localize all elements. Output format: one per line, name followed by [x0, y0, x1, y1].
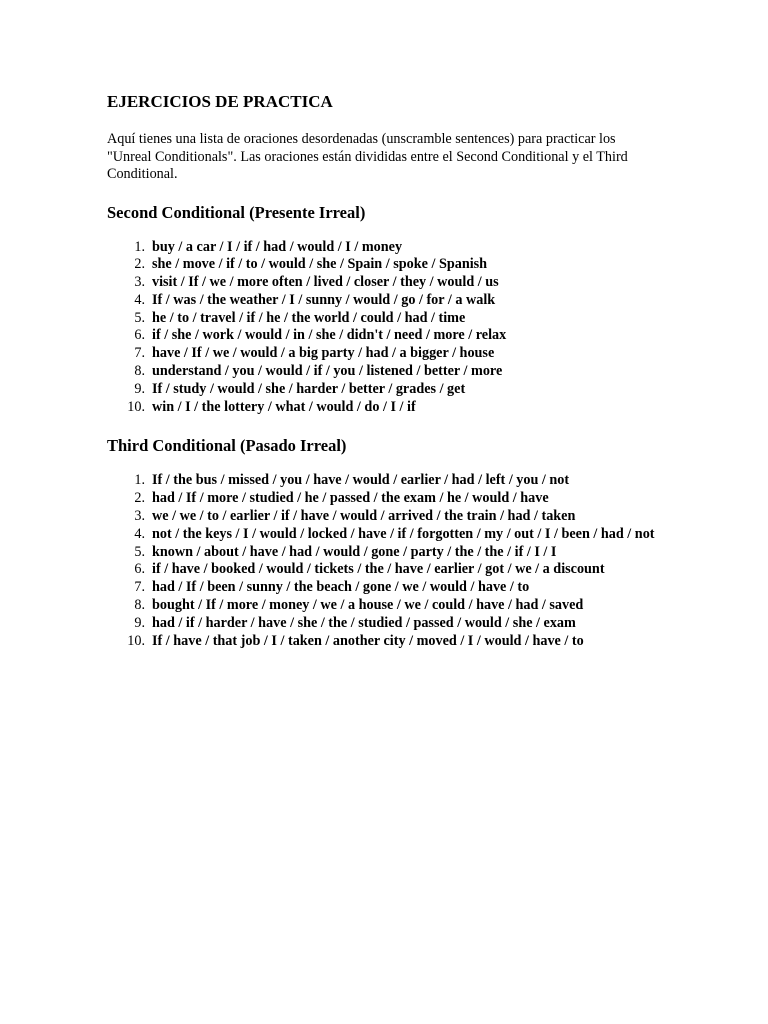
item-number: 3. [134, 274, 145, 291]
item-text: we / we / to / earlier / if / have / would / arrived / the train / had / taken [152, 508, 576, 525]
list-item [107, 597, 672, 615]
exercise-list-second-conditional [107, 239, 668, 417]
list-item [107, 526, 672, 544]
item-text: had / If / been / sunny / the beach / gone / we / would / have / to [152, 579, 530, 596]
page-title: EJERCICIOS DE PRACTICA [107, 92, 333, 111]
item-number: 5. [134, 309, 145, 326]
item-number: 7. [134, 345, 145, 362]
item-number: 8. [134, 363, 145, 380]
list-item [107, 239, 672, 257]
list-item [107, 345, 672, 363]
item-number: 6. [134, 327, 145, 344]
list-item [107, 256, 672, 274]
item-text: buy / a car / I / if / had / would / I / money [152, 238, 403, 255]
list-item [107, 472, 672, 490]
item-number: 2. [134, 256, 145, 273]
item-number: 4. [134, 525, 145, 542]
list-item [107, 292, 672, 310]
list-item [107, 310, 672, 328]
list-item [107, 615, 672, 633]
list-item [107, 633, 672, 651]
item-number: 5. [134, 543, 145, 560]
item-number: 8. [134, 597, 145, 614]
item-number: 10. [127, 398, 145, 415]
list-item [107, 544, 672, 562]
list-item [107, 399, 672, 417]
item-number: 9. [134, 614, 145, 631]
item-text: visit / If / we / more often / lived / closer / they / would / us [152, 274, 499, 291]
list-item [107, 508, 672, 526]
item-text: win / I / the lottery / what / would / do / I / if [152, 398, 416, 415]
item-text: she / move / if / to / would / she / Spain / spoke / Spanish [152, 256, 488, 273]
item-number: 4. [134, 291, 145, 308]
item-text: known / about / have / had / would / gone / party / the / the / if / I / I [152, 543, 557, 560]
item-text: If / study / would / she / harder / better / grades / get [152, 380, 466, 397]
section-heading-third-conditional: Third Conditional (Pasado Irreal) [107, 436, 347, 456]
item-text: had / If / more / studied / he / passed / the exam / he / would / have [152, 490, 549, 507]
item-text: if / have / booked / would / tickets / the / have / earlier / got / we / a discount [152, 561, 605, 578]
item-text: If / have / that job / I / taken / another city / moved / I / would / have / to [152, 632, 584, 649]
item-number: 10. [127, 632, 145, 649]
list-item [107, 274, 672, 292]
item-text: If / was / the weather / I / sunny / would / go / for / a walk [152, 291, 496, 308]
list-item [107, 579, 672, 597]
item-text: had / if / harder / have / she / the / studied / passed / would / she / exam [152, 614, 576, 631]
exercise-list-third-conditional [107, 472, 668, 650]
item-number: 3. [134, 508, 145, 525]
item-number: 2. [134, 490, 145, 507]
list-item [107, 381, 672, 399]
item-number: 6. [134, 561, 145, 578]
item-number: 1. [134, 472, 145, 489]
intro-paragraph: Aquí tienes una lista de oraciones desordenadas (unscramble sentences) para practicar los "Unreal Conditionals". Las oraciones están divididas entre el Second Conditional y el Third Conditional. [107, 131, 628, 182]
item-text: understand / you / would / if / you / listened / better / more [152, 363, 503, 380]
list-item [107, 327, 672, 345]
item-text: have / If / we / would / a big party / had / a bigger / house [152, 345, 495, 362]
section-heading-second-conditional: Second Conditional (Presente Irreal) [107, 202, 366, 222]
item-number: 7. [134, 579, 145, 596]
list-item [107, 363, 672, 381]
item-text: if / she / work / would / in / she / didn't / need / more / relax [152, 327, 507, 344]
list-item [107, 561, 672, 579]
item-text: not / the keys / I / would / locked / have / if / forgotten / my / out / I / been / had / not [152, 525, 655, 542]
list-item [107, 490, 672, 508]
item-number: 1. [134, 238, 145, 255]
item-text: bought / If / more / money / we / a house / we / could / have / had / saved [152, 597, 584, 614]
item-number: 9. [134, 380, 145, 397]
item-text: If / the bus / missed / you / have / would / earlier / had / left / you / not [152, 472, 570, 489]
item-text: he / to / travel / if / he / the world / could / had / time [152, 309, 466, 326]
